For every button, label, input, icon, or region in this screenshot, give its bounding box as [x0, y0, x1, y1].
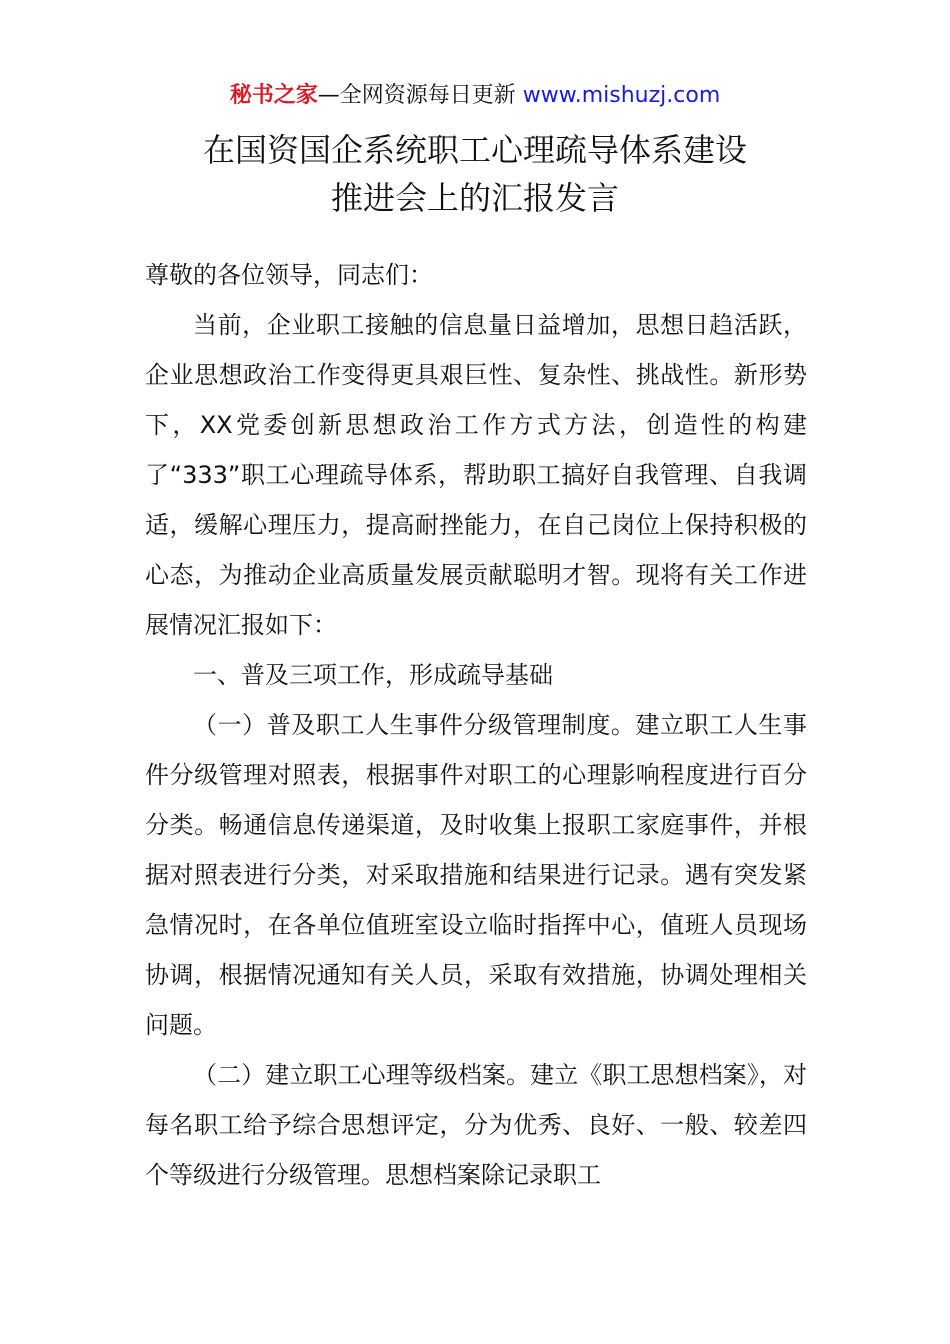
- document-body: [145, 250, 807, 1200]
- site-url-link[interactable]: www.mishuzj.com: [522, 83, 721, 108]
- site-tagline: —全网资源每日更新: [317, 83, 523, 108]
- document-title-line-2: 推进会上的汇报发言: [330, 179, 619, 217]
- site-header: [0, 80, 950, 112]
- paragraph-item-2: （二）建立职工心理等级档案。建立《职工思想档案》，对每名职工给予综合思想评定，分为优秀、良好、一般、较差四个等级进行分级管理。思想档案除记录职工: [145, 1061, 807, 1189]
- document-title-line-1: 在国资国企系统职工心理疏导体系建设: [202, 131, 747, 169]
- section-heading-1: 一、普及三项工作，形成疏导基础: [193, 661, 553, 689]
- salutation: 尊敬的各位领导，同志们：: [145, 261, 433, 289]
- site-brand: 秘书之家: [229, 83, 318, 108]
- paragraph-intro: 当前，企业职工接触的信息量日益增加，思想日趋活跃，企业思想政治工作变得更具艰巨性、复杂性、挑战性。新形势下，XX党委创新思想政治工作方式方法，创造性的构建了“333”职工心理疏导体系，帮助职工搞好自我管理、自我调适，缓解心理压力，提高耐挫能力，在自己岗位上保持积极的心态，为推动企业高质量发展贡献聪明才智。现将有关工作进展情况汇报如下：: [145, 311, 807, 639]
- paragraph-item-1: （一）普及职工人生事件分级管理制度。建立职工人生事件分级管理对照表，根据事件对职工的心理影响程度进行百分分类。畅通信息传递渠道，及时收集上报职工家庭事件，并根据对照表进行分类，对采取措施和结果进行记录。遇有突发紧急情况时，在各单位值班室设立临时指挥中心，值班人员现场协调，根据情况通知有关人员，采取有效措施，协调处理相关问题。: [145, 711, 807, 1039]
